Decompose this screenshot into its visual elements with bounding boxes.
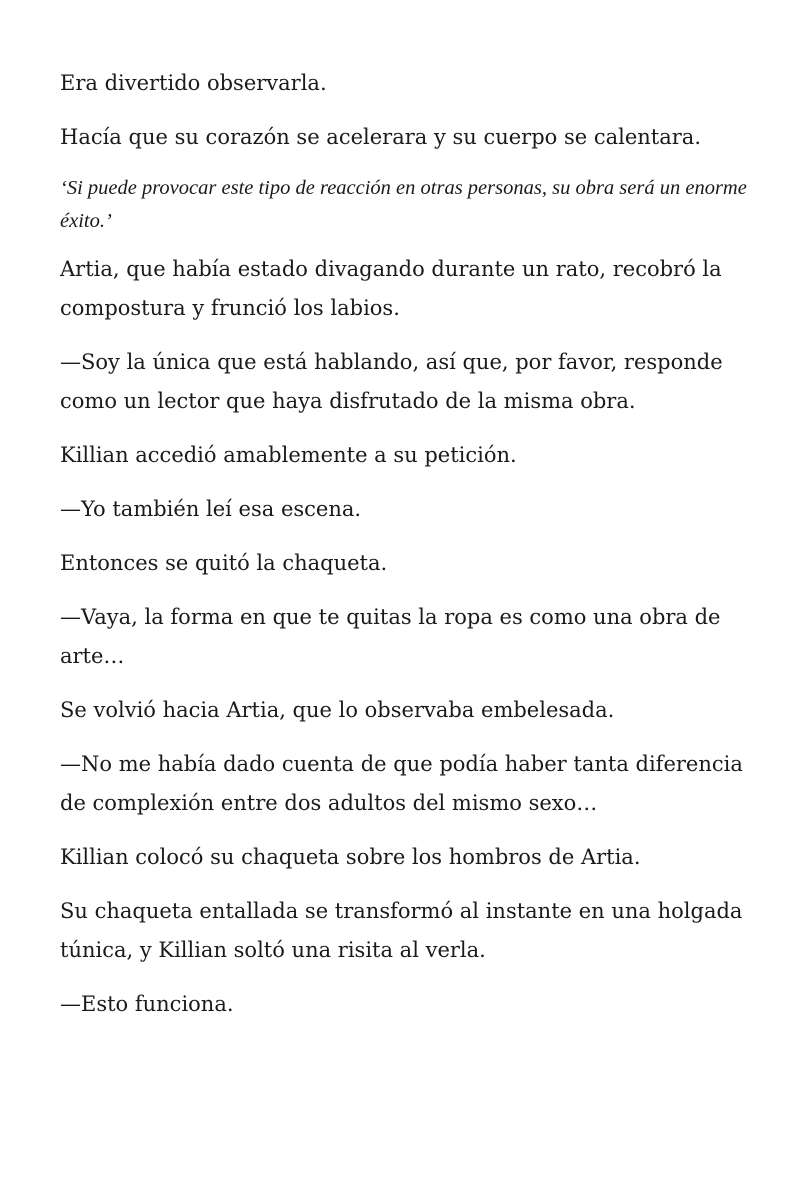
paragraph: Artia, que había estado divagando durante un rato, recobró la compostura y frunció los labios. (60, 257, 722, 320)
dialogue-paragraph: —Esto funciona. (60, 992, 234, 1016)
paragraph: Entonces se quitó la chaqueta. (60, 551, 388, 575)
paragraph: Killian colocó su chaqueta sobre los hombros de Artia. (60, 845, 641, 869)
dialogue-paragraph: —Yo también leí esa escena. (60, 497, 362, 521)
document-page (60, 64, 750, 1039)
italic-thought-paragraph: ‘Si puede provocar este tipo de reacción en otras personas, su obra será un enorme éxito.’ (60, 177, 747, 232)
paragraph: Hacía que su corazón se acelerara y su cuerpo se calentara. (60, 125, 702, 149)
paragraph: Killian accedió amablemente a su petición. (60, 443, 517, 467)
paragraph: Su chaqueta entallada se transformó al instante en una holgada túnica, y Killian soltó una risita al verla. (60, 899, 743, 962)
paragraph: Se volvió hacia Artia, que lo observaba embelesada. (60, 698, 615, 722)
dialogue-paragraph: —Vaya, la forma en que te quitas la ropa es como una obra de arte… (60, 605, 721, 668)
dialogue-paragraph: —Soy la única que está hablando, así que, por favor, responde como un lector que haya disfrutado de la misma obra. (60, 350, 723, 413)
dialogue-paragraph: —No me había dado cuenta de que podía haber tanta diferencia de complexión entre dos adultos del mismo sexo… (60, 752, 743, 815)
paragraph: Era divertido observarla. (60, 71, 327, 95)
